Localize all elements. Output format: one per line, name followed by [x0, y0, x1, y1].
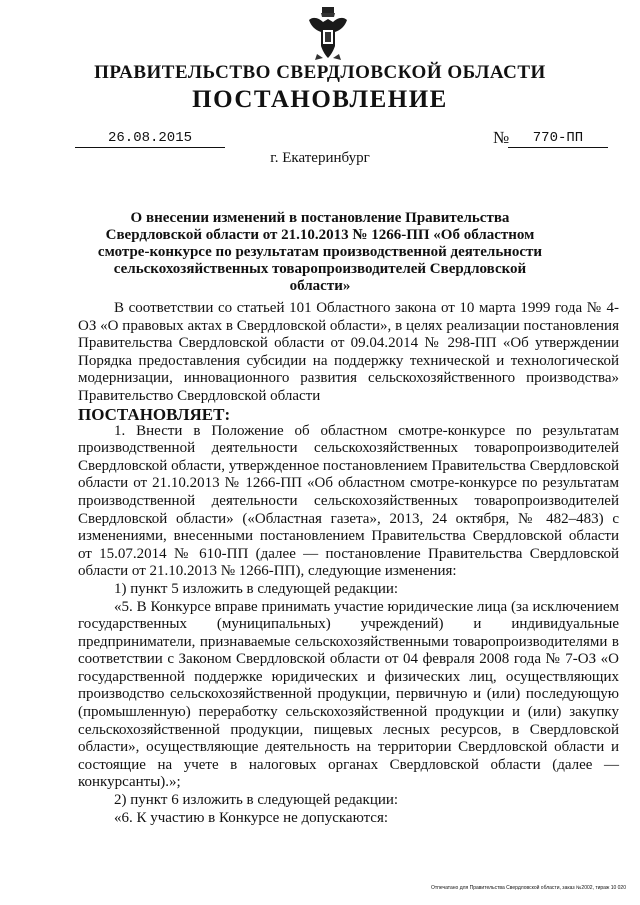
preamble-paragraph: В соответствии со статьей 101 Областного закона от 10 марта 1999 года № 4-ОЗ «О правовых актах в Свердловской области», в целях реализации постановления Правительства Свердловской области от 09.04.2014 № 298-ПП «Об утверждении Порядка предоставления субсидии на поддержку технической и технологической модернизации, инновационного развития сельскохозяйственного производства» Правительство Свердловской области	[78, 300, 619, 404]
item-1-paragraph: 1. Внести в Положение об областном смотре-конкурсе по результатам производственной деятельности сельскохозяйственных товаропроизводителей Свердловской области, утвержденное постановлением Правительства Свердловской области от 21.10.2013 № 1266-ПП «Об областном смотре-конкурсе по результатам производственной деятельности сельскохозяйственных товаропроизводителей Свердловской области» («Областная газета», 2013, 24 октября, № 482–483) с изменениями, внесенными постановлением Правительства Свердловской области от 15.07.2014 № 610-ПП (далее — постановление Правительства Свердловской области от 21.10.2013 № 1266-ПП), следующие изменения:	[78, 422, 619, 580]
document-date: 26.08.2015	[75, 130, 225, 148]
quoted-point-5: «5. В Конкурсе вправе принимать участие юридические лица (за исключением государственных (муниципальных) учреждений) и индивидуальные предприниматели, признаваемые сельскохозяйственными товаропроизводителями в соответствии с Законом Свердловской области от 04 февраля 2008 года № 7-ОЗ «О государственной поддержке юридических и физических лиц, осуществляющих производство сельскохозяйственной продукции, первичную и (или) последующую (промышленную) переработку сельскохозяйственной продукции и (или) закупку сельскохозяйственной продукции, пищевых лесных ресурсов, в Свердловской области», осуществляющие деятельность на территории Свердловской области и состоящие на учете в налоговых органах Свердловской области (далее — конкурсанты).»;	[78, 598, 619, 791]
coat-of-arms-icon	[305, 6, 351, 62]
decrees-heading: ПОСТАНОВЛЯЕТ:	[78, 404, 231, 424]
sub-item-2: 2) пункт 6 изложить в следующей редакции:	[114, 792, 399, 809]
quoted-point-6: «6. К участию в Конкурсе не допускаются:	[114, 809, 389, 826]
document-number: 770-ПП	[508, 130, 608, 148]
document-title: О внесении изменений в постановление Правительства Свердловской области от 21.10.2013 № 1266-ПП «Об областном смотре-конкурсе по результатам производственной деятельности сельскохозяйственных товаропроизводителей Свердловской области»	[97, 210, 543, 294]
sub-item-1: 1) пункт 5 изложить в следующей редакции:	[114, 580, 399, 597]
document-body	[78, 300, 619, 827]
print-note: Отпечатано для Правительства Свердловской области, заказ №2002, тираж 10 020	[430, 885, 626, 891]
document-type: ПОСТАНОВЛЕНИЕ	[192, 86, 448, 113]
government-name: ПРАВИТЕЛЬСТВО СВЕРДЛОВСКОЙ ОБЛАСТИ	[94, 62, 546, 83]
city: г. Екатеринбург	[270, 150, 370, 166]
number-sign: №	[493, 128, 510, 147]
